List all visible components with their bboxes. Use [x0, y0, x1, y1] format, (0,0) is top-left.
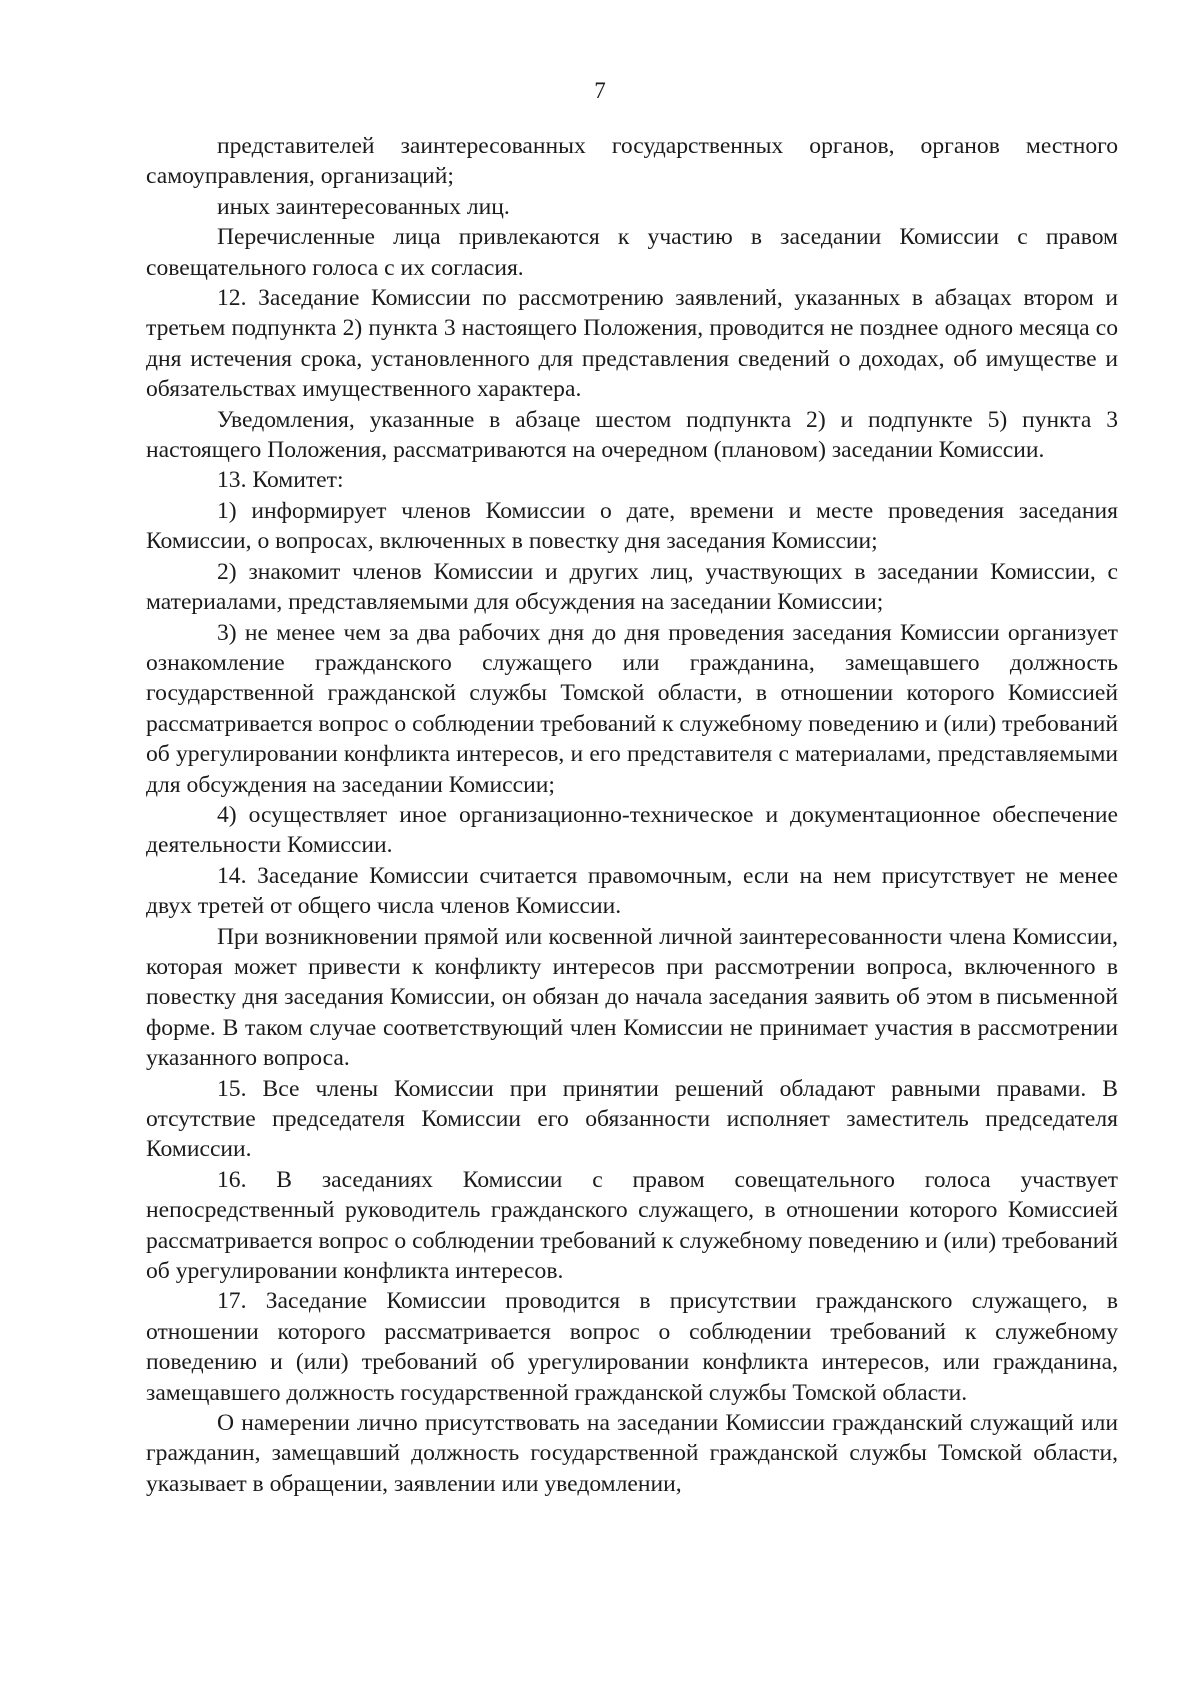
paragraph-item-13: 13. Комитет:	[217, 467, 344, 494]
paragraph-item-13-1: 1) информирует членов Комиссии о дате, времени и месте проведения заседания Комиссии, о вопросах, включенных в повестку дня заседания Комиссии;	[146, 497, 1118, 555]
paragraph-item-13-3: 3) не менее чем за два рабочих дня до дня проведения заседания Комиссии организует ознакомление гражданского служащего или гражданина, замещавшего должность государственной гражданской службы Томской области, в отношении которого Комиссией рассматривается вопрос о соблюдении требований к служебному поведению и (или) требований об урегулировании конфликта интересов, и его представителя с материалами, представляемыми для обсуждения на заседании Комиссии;	[146, 619, 1119, 798]
paragraph-conflict-interest: При возникновении прямой или косвенной личной заинтересованности члена Комиссии, которая может привести к конфликту интересов при рассмотрении вопроса, включенного в повестку дня заседания Комиссии, он обязан до начала заседания заявить об этом в письменной форме. В таком случае соответствующий член Комиссии не принимает участия в рассмотрении указанного вопроса.	[146, 923, 1118, 1072]
paragraph-other-persons: иных заинтересованных лиц.	[217, 193, 510, 220]
paragraph-item-17: 17. Заседание Комиссии проводится в присутствии гражданского служащего, в отношении которого рассматривается вопрос о соблюдении требований к служебному поведению и (или) требований об урегулировании конфликта интересов, или гражданина, замещавшего должность государственной гражданской службы Томской области.	[146, 1288, 1118, 1406]
paragraph-item-13-4: 4) осуществляет иное организационно-техническое и документационное обеспечение деятельности Комиссии.	[146, 801, 1118, 859]
paragraph-item-16: 16. В заседаниях Комиссии с правом совещательного голоса участвует непосредственный руководитель гражданского служащего, в отношении которого Комиссией рассматривается вопрос о соблюдении требований к служебному поведению и (или) требований об урегулировании конфликта интересов.	[146, 1166, 1119, 1285]
paragraph-continuation: представителей заинтересованных государственных органов, органов местного самоуправления, организаций;	[146, 133, 1118, 190]
paragraph-listed-persons: Перечисленные лица привлекаются к участию в заседании Комиссии с правом совещательного голоса с их согласия.	[146, 224, 1118, 281]
paragraph-intention-attend: О намерении лично присутствовать на заседании Комиссии гражданский служащий или гражданин, замещавший должность государственной гражданской службы Томской области, указывает в обращении, заявлении или уведомлении,	[146, 1410, 1118, 1497]
paragraph-notifications: Уведомления, указанные в абзаце шестом подпункта 2) и подпункте 5) пункта 3 настоящего Положения, рассматриваются на очередном (плановом) заседании Комиссии.	[146, 406, 1118, 464]
paragraph-item-12: 12. Заседание Комиссии по рассмотрению заявлений, указанных в абзацах втором и третьем подпункта 2) пункта 3 настоящего Положения, проводится не позднее одного месяца со дня истечения срока, установленного для представления сведений о доходах, об имуществе и обязательствах имущественного характера.	[146, 285, 1118, 403]
paragraph-item-14: 14. Заседание Комиссии считается правомочным, если на нем присутствует не менее двух третей от общего числа членов Комиссии.	[146, 862, 1118, 920]
document-body	[146, 131, 1118, 1499]
paragraph-item-15: 15. Все члены Комиссии при принятии решений обладают равными правами. В отсутствие председателя Комиссии его обязанности исполняет заместитель председателя Комиссии.	[146, 1075, 1118, 1163]
paragraph-item-13-2: 2) знакомит членов Комиссии и других лиц, участвующих в заседании Комиссии, с материалами, представляемыми для обсуждения на заседании Комиссии;	[146, 558, 1118, 616]
page-number: 7	[594, 78, 606, 103]
